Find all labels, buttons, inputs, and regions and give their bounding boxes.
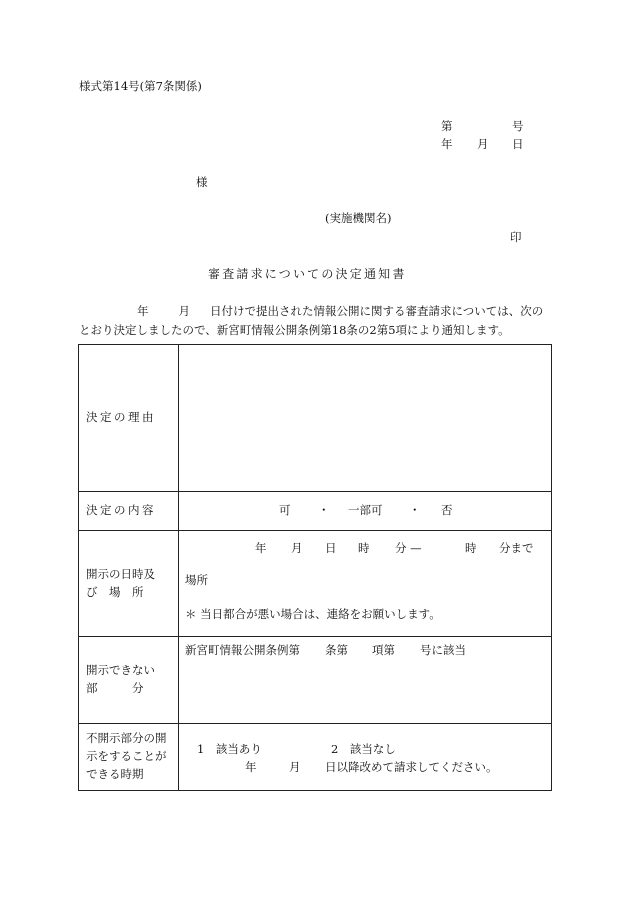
period-label-line-2: 示をすることが xyxy=(86,749,167,764)
schedule-day: 日 xyxy=(325,541,337,555)
addressee-suffix: 様 xyxy=(196,175,208,189)
body-line-1-text: 日付けで提出された情報公開に関する審査請求については、次の xyxy=(210,304,544,318)
content-field xyxy=(179,492,552,531)
period-label-line-3: できる時期 xyxy=(86,766,144,781)
seal-mark: 印 xyxy=(510,230,522,244)
schedule-label xyxy=(79,531,179,637)
period-field xyxy=(179,724,552,791)
nondisclose-label xyxy=(79,637,179,724)
date-month-label: 月 xyxy=(477,137,489,151)
schedule-minute-dash: 分 — xyxy=(395,541,422,555)
agency-name: (実施機関名) xyxy=(325,211,392,225)
period-instruction: 日以降改めて請求してください。 xyxy=(325,760,498,774)
nondisclose-label-line-1: 開示できない xyxy=(86,663,155,678)
schedule-year: 年 xyxy=(255,541,267,555)
document-number-suffix: 号 xyxy=(512,119,524,133)
reason-field[interactable] xyxy=(179,345,552,492)
period-row xyxy=(79,724,552,791)
nondisclose-field xyxy=(179,637,552,724)
body-year-label: 年 xyxy=(137,304,149,318)
period-option-applicable[interactable]: 1 該当あり xyxy=(197,742,262,756)
schedule-month: 月 xyxy=(291,541,303,555)
content-option-approve[interactable]: 可 xyxy=(279,503,291,517)
period-label-line-1: 不開示部分の開 xyxy=(86,731,167,746)
schedule-note: ＊ 当日都合が悪い場合は、連絡をお願いします。 xyxy=(185,607,441,621)
date-year-label: 年 xyxy=(441,137,453,151)
body-line-1 xyxy=(137,306,543,318)
period-option-not-applicable[interactable]: 2 該当なし xyxy=(331,742,396,756)
period-month: 月 xyxy=(289,760,301,774)
document-title: 審査請求についての決定通知書 xyxy=(208,267,407,281)
schedule-row xyxy=(79,531,552,637)
reason-label: 決定の理由 xyxy=(79,345,179,492)
reason-row xyxy=(79,345,552,492)
nondisclose-item: 号に該当 xyxy=(420,643,466,657)
schedule-place-label: 場所 xyxy=(185,573,208,587)
nondisclose-paragraph: 項第 xyxy=(372,643,395,657)
schedule-label-line-2: び 場 所 xyxy=(86,584,144,599)
decision-form-table xyxy=(78,344,552,791)
date-day-label: 日 xyxy=(512,137,524,151)
content-separator-2: ・ xyxy=(409,503,421,517)
content-row xyxy=(79,492,552,531)
schedule-end-hour: 時 xyxy=(465,541,477,555)
content-label: 決定の内容 xyxy=(79,492,179,531)
period-label xyxy=(79,724,179,791)
nondisclose-ordinance-text: 新宮町情報公開条例第 xyxy=(185,643,300,657)
schedule-end-minute: 分まで xyxy=(499,541,534,555)
document-number-prefix: 第 xyxy=(441,119,453,133)
period-year: 年 xyxy=(245,760,257,774)
body-line-2: とおり決定しましたので、新宮町情報公開条例第18条の2第5項により通知します。 xyxy=(79,323,510,337)
nondisclose-label-line-2: 部 分 xyxy=(86,681,144,695)
content-option-partial[interactable]: 一部可 xyxy=(348,503,383,517)
schedule-field xyxy=(179,531,552,637)
content-separator-1: ・ xyxy=(318,503,330,517)
body-month-label: 月 xyxy=(178,304,190,318)
schedule-label-line-1: 開示の日時及 xyxy=(86,566,155,581)
nondisclose-article: 条第 xyxy=(325,643,348,657)
form-number: 様式第14号(第7条関係) xyxy=(79,79,202,93)
content-option-deny[interactable]: 否 xyxy=(441,503,453,517)
schedule-hour: 時 xyxy=(358,541,370,555)
nondisclose-row xyxy=(79,637,552,724)
